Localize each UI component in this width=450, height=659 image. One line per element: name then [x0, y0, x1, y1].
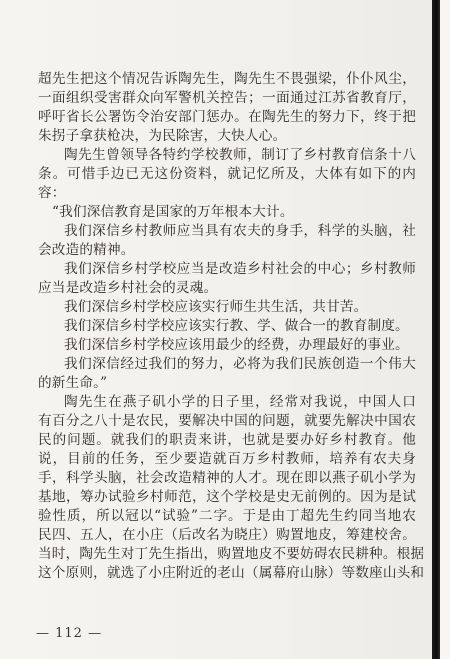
- text-line: 我们深信乡村学校应该实行师生共生活，共甘苦。: [64, 299, 368, 315]
- text-line: 基地，筹办试验乡村师范，这个学校是史无前例的。因为是试: [38, 489, 416, 505]
- text-line: 我们深信乡村学校应该用最少的经费，办理最好的事业。: [64, 337, 409, 353]
- text-line: 的新生命。”: [38, 375, 108, 391]
- text-line: 说，目前的任务，至少要造就百万乡村教师，培养有农夫身: [38, 451, 416, 467]
- page-margin-strip: [440, 0, 450, 659]
- text-line: 当时，陶先生对丁先生指出，购置地皮不要妨碍农民耕种。根据: [38, 546, 425, 562]
- text-line: 我们深信乡村教师应当具有农夫的身手，科学的头脑，社: [64, 223, 416, 239]
- text-line: 呼吁省长公署饬令治安部门惩办。在陶先生的努力下，终于把: [38, 109, 416, 125]
- text-line: 我们深信乡村学校应当是改造乡村社会的中心；乡村教师: [64, 261, 416, 277]
- text-line: 民四、五人，在小庄（后改名为晓庄）购置地皮，筹建校舍。: [38, 527, 416, 543]
- text-line: 有百分之八十是农民，要解决中国的问题，就要先解决中国农: [38, 413, 416, 429]
- text-line: 手，科学头脑，社会改造精神的人才。现在即以燕子矶小学为: [38, 470, 416, 486]
- text-line: 朱拐子拿获枪决，为民除害，大快人心。: [38, 128, 287, 144]
- text-line: 这个原则，就选了小庄附近的老山（属幕府山脉）等数座山头和: [38, 565, 425, 581]
- text-line: “我们深信教育是国家的万年根本大计。: [52, 204, 294, 220]
- text-line: 我们深信经过我们的努力，必将为我们民族创造一个伟大: [64, 356, 416, 372]
- text-line: 陶先生在燕子矶小学的日子里，经常对我说，中国人口: [64, 394, 416, 410]
- page-number: — 112 —: [36, 626, 103, 641]
- binding-shadow: [432, 0, 440, 659]
- text-line: 条。可惜手边已无这份资料，就记忆所及，大体有如下的内: [38, 166, 416, 182]
- text-line: 我们深信乡村学校应该实行教、学、做合一的教育制度。: [64, 318, 409, 334]
- text-line: 民的问题。就我们的职责来讲，也就是要办好乡村教育。他: [38, 432, 416, 448]
- text-line: 一面组织受害群众向军警机关控告；一面通过江苏省教育厅，: [38, 90, 416, 106]
- body-text: [38, 70, 425, 583]
- text-line: 陶先生曾领导各特约学校教师，制订了乡村教育信条十八: [64, 147, 416, 163]
- text-line: 验性质，所以冠以“试验”二字。于是由丁超先生约同当地农: [38, 508, 416, 524]
- text-line: 超先生把这个情况告诉陶先生，陶先生不畏强梁，仆仆风尘，: [38, 71, 416, 87]
- text-line: 应当是改造乡村社会的灵魂。: [38, 280, 218, 296]
- text-line: 容：: [38, 185, 66, 201]
- text-line: 会改造的精神。: [38, 242, 135, 258]
